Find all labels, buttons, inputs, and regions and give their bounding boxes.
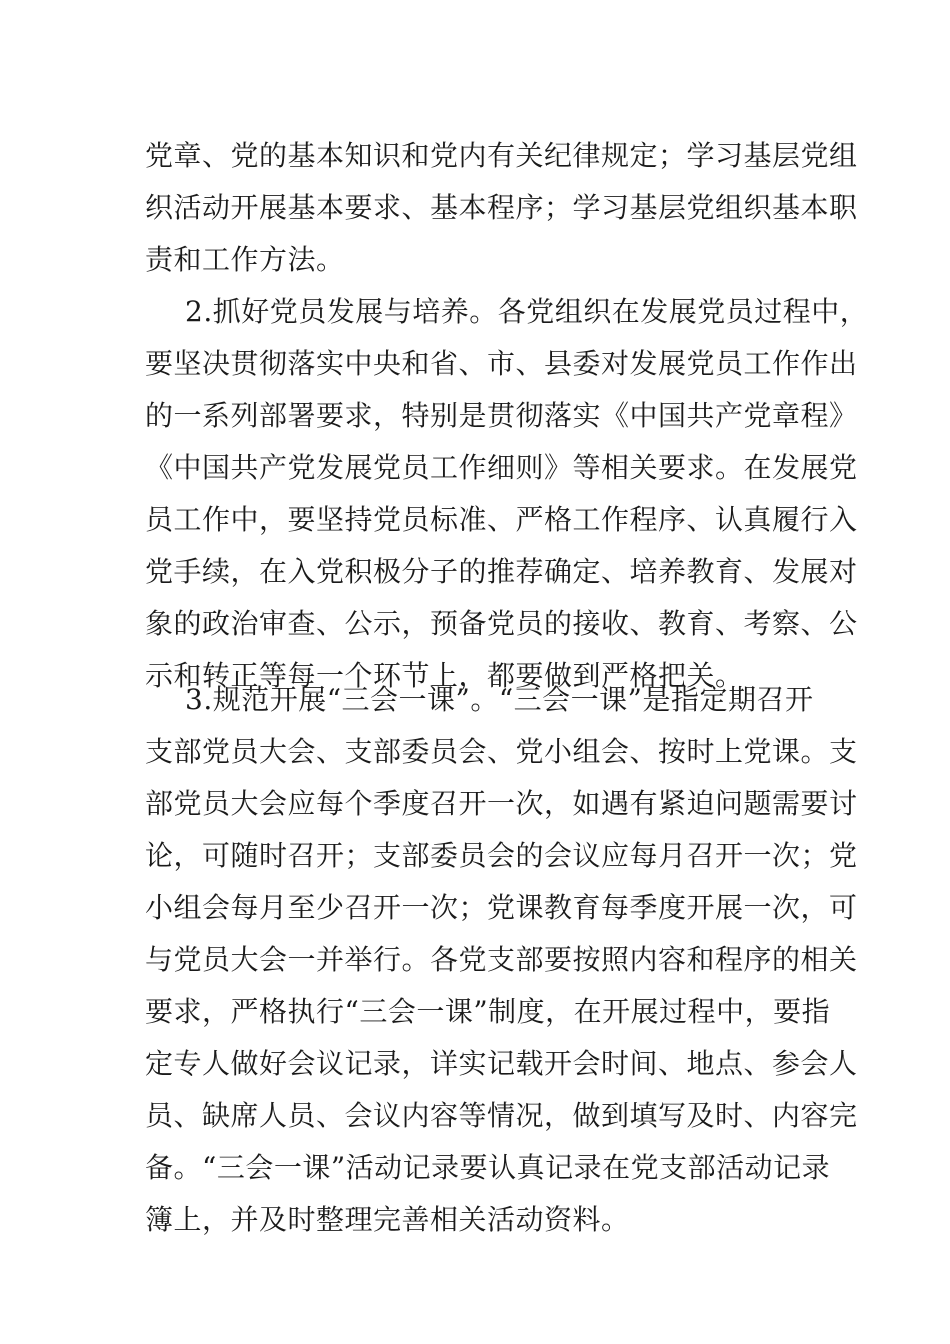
text-line: 与党员大会一并举行。各党支部要按照内容和程序的相关 xyxy=(145,943,858,976)
text-line: 簿上，并及时整理完善相关活动资料。 xyxy=(145,1203,630,1236)
text-line: 支部党员大会、支部委员会、党小组会、按时上党课。支 xyxy=(145,735,858,768)
text-line: 备。“三会一课”活动记录要认真记录在党支部活动记录 xyxy=(145,1151,831,1184)
text-line: 责和工作方法。 xyxy=(145,243,345,276)
text-line: 小组会每月至少召开一次；党课教育每季度开展一次，可 xyxy=(145,891,858,924)
text-line-first: 2.抓好党员发展与培养。各党组织在发展党员过程中， xyxy=(185,295,869,328)
text-line-first: 3.规范开展“三会一课”。“三会一课”是指定期召开 xyxy=(185,683,814,716)
text-line: 织活动开展基本要求、基本程序；学习基层党组织基本职 xyxy=(145,191,858,224)
text-line: 示和转正等每一个环节上，都要做到严格把关。 xyxy=(145,659,744,692)
text-line: 的一系列部署要求，特别是贯彻落实《中国共产党章程》 xyxy=(145,399,858,432)
text-line: 定专人做好会议记录，详实记载开会时间、地点、参会人 xyxy=(145,1047,858,1080)
text-line: 论，可随时召开；支部委员会的会议应每月召开一次；党 xyxy=(145,839,858,872)
text-line: 象的政治审查、公示，预备党员的接收、教育、考察、公 xyxy=(145,607,858,640)
paragraph-continuation xyxy=(145,130,858,286)
text-line: 《中国共产党发展党员工作细则》等相关要求。在发展党 xyxy=(145,451,858,484)
text-line: 部党员大会应每个季度召开一次，如遇有紧迫问题需要讨 xyxy=(145,787,858,820)
paragraph-party-member-development xyxy=(145,286,869,702)
text-line: 要求，严格执行“三会一课”制度，在开展过程中，要指 xyxy=(145,995,831,1028)
paragraph-three-meetings-one-lesson xyxy=(145,674,858,1246)
text-line: 员、缺席人员、会议内容等情况，做到填写及时、内容完 xyxy=(145,1099,858,1132)
text-line: 员工作中，要坚持党员标准、严格工作程序、认真履行入 xyxy=(145,503,858,536)
text-line: 要坚决贯彻落实中央和省、市、县委对发展党员工作作出 xyxy=(145,347,858,380)
text-line: 党手续，在入党积极分子的推荐确定、培养教育、发展对 xyxy=(145,555,858,588)
text-line: 党章、党的基本知识和党内有关纪律规定；学习基层党组 xyxy=(145,139,858,172)
